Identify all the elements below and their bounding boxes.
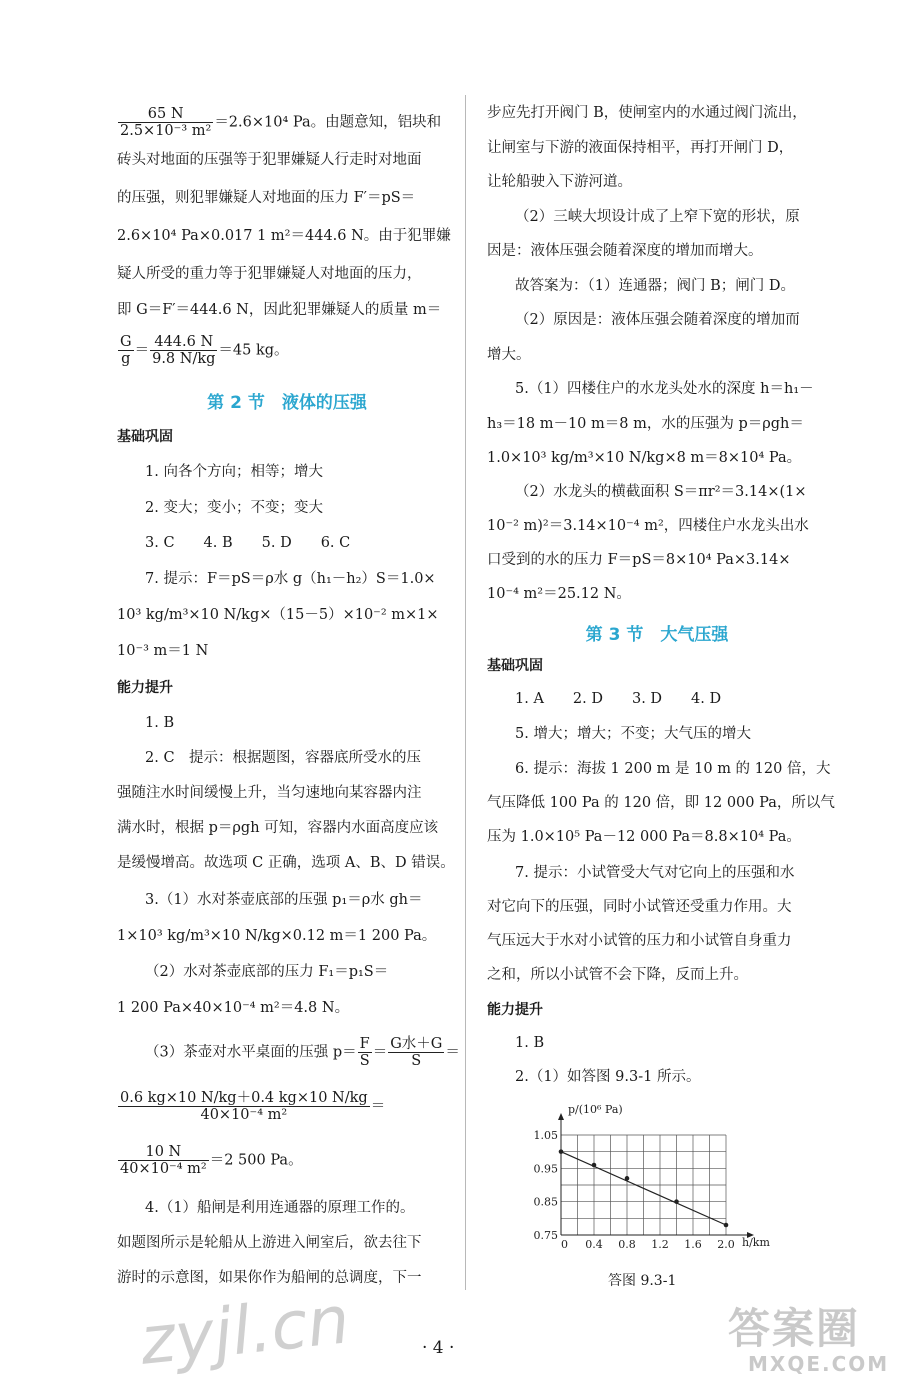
- text: （3）茶壶对水平桌面的压强 p＝: [145, 1044, 357, 1061]
- answer-5: 5. 增大；增大；不变；大气压的增大: [515, 726, 751, 742]
- fraction: [118, 334, 134, 367]
- right-line-15: 10⁻⁴ m²＝25.12 N。: [487, 586, 631, 602]
- answer-1: 1. 向各个方向；相等；增大: [145, 464, 323, 480]
- left-line-4: 2.6×10⁴ Pa×0.017 1 m²＝444.6 N。由于犯罪嫌: [117, 228, 451, 244]
- page-number: · 4 ·: [422, 1338, 455, 1358]
- fraction-denominator: 40×10⁻⁴ m²: [120, 1161, 207, 1177]
- watermark-daan: 答案圈: [728, 1304, 861, 1353]
- ability-3-line-6: $\frac{0.6 kg\times 10 N/kg+0.4 kg\times 10 N/kg}{\text{40×10⁻⁴ m²}}$ ＝: [120, 1090, 386, 1123]
- fraction-denominator: 40×10⁻⁴ m²: [200, 1107, 288, 1123]
- ability-2-line-4: 是缓慢增高。故选项 C 正确，选项 A、B、D 错误。: [117, 855, 455, 871]
- y-tick-label: 0.95: [533, 1162, 558, 1176]
- left-line-5: 疑人所受的重力等于犯罪嫌疑人对地面的压力，: [117, 266, 422, 282]
- y-tick-label: 1.05: [533, 1129, 558, 1142]
- x-tick-label: 2.0: [717, 1238, 735, 1251]
- fraction-numerator: F: [359, 1036, 370, 1052]
- watermark-mxqe: MXQE.COM: [748, 1352, 890, 1376]
- right-line-7: （2）原因是：液体压强会随着深度的增加而: [515, 312, 800, 328]
- fraction: [118, 106, 213, 139]
- ability-3-line-3: （2）水对茶壶底部的压力 F₁＝p₁S＝: [145, 964, 389, 980]
- data-point: [674, 1199, 679, 1204]
- watermark-zyjl: zyjl.cn: [136, 1281, 353, 1380]
- left-line-2: 砖头对地面的压强等于犯罪嫌疑人行走时对地面: [117, 152, 422, 168]
- right-line-14: 口受到的水的压力 F＝pS＝8×10⁴ Pa×3.14×: [487, 552, 791, 568]
- pressure-altitude-chart: [528, 1098, 778, 1258]
- ability-4-line-2: 如题图所示是轮船从上游进入闸室后，欲去往下: [117, 1235, 422, 1251]
- chart-grid: [561, 1135, 726, 1235]
- chart-tick-labels: [534, 1129, 735, 1251]
- column-divider: [465, 95, 466, 1290]
- x-tick-label: 0: [561, 1238, 568, 1251]
- section-3-title: 第 3 节 大气压强: [585, 625, 729, 645]
- right-line-6: 故答案为：（1）连通器；阀门 B；闸门 D。: [515, 278, 795, 294]
- text: ＝2 500 Pa。: [209, 1152, 303, 1169]
- ability-label: 能力提升: [487, 1002, 543, 1018]
- right-line-5: 因是：液体压强会随着深度的增加而增大。: [487, 243, 763, 259]
- text: ＝45 kg。: [218, 342, 289, 359]
- left-line-7: $\frac{G}{g}$ ＝ $\frac{444.6 N}{9.8 N/kg}$ ＝45 kg。: [120, 334, 289, 367]
- ability-2-line-1: 2. C 提示：根据题图，容器底所受水的压: [145, 750, 422, 766]
- basic-label: 基础巩固: [487, 658, 543, 674]
- fraction: [118, 1090, 370, 1123]
- x-tick-label: 0.8: [618, 1238, 636, 1251]
- basic-label: 基础巩固: [117, 429, 173, 445]
- right-line-12: （2）水龙头的横截面积 S＝πr²＝3.14×(1×: [515, 484, 807, 500]
- chart-ylabel: p/(10⁶ Pa): [568, 1103, 623, 1116]
- answer-6-line-3: 压为 1.0×10⁵ Pa－12 000 Pa＝8.8×10⁴ Pa。: [487, 829, 801, 845]
- ability-1: 1. B: [515, 1035, 545, 1051]
- ability-2: 2.（1）如答图 9.3-1 所示。: [515, 1069, 701, 1085]
- fraction-denominator: S: [411, 1053, 422, 1069]
- data-point: [559, 1149, 564, 1154]
- fraction-numerator: 10 N: [118, 1144, 209, 1161]
- fraction: [118, 1144, 209, 1177]
- left-line-6: 即 G＝F′＝444.6 N，因此犯罪嫌疑人的质量 m＝: [117, 302, 442, 318]
- x-tick-label: 0.4: [585, 1238, 603, 1251]
- data-point: [625, 1176, 630, 1181]
- answer-7-line-1: 7. 提示：F＝pS＝ρ水 g（h₁－h₂）S＝1.0×: [145, 571, 436, 587]
- answer-7-line-2: 10³ kg/m³×10 N/kg×（15－5）×10⁻² m×1×: [117, 607, 439, 623]
- x-tick-label: 1.6: [684, 1238, 702, 1251]
- x-tick-label: 1.2: [651, 1238, 669, 1251]
- fraction-numerator: 444.6 N: [150, 334, 217, 351]
- fraction: [358, 1036, 372, 1069]
- fraction-denominator: 2.5×10⁻³ m²: [120, 123, 212, 139]
- answer-2: 2. 变大；变小；不变；变大: [145, 500, 323, 516]
- text: ＝2.6×10⁴ Pa。由题意知，铝块和: [214, 114, 442, 131]
- fraction-numerator: G: [120, 334, 132, 350]
- y-axis-arrow: [558, 1113, 564, 1120]
- ability-label: 能力提升: [117, 680, 173, 696]
- chart-axes: [558, 1113, 754, 1238]
- ability-3-line-4: 1 200 Pa×40×10⁻⁴ m²＝4.8 N。: [117, 1000, 350, 1016]
- y-tick-label: 0.85: [533, 1195, 558, 1209]
- fraction-numerator: G水＋G: [390, 1036, 443, 1052]
- ability-2-line-3: 满水时，根据 p＝ρgh 可知，容器内水面高度应该: [117, 820, 439, 836]
- fraction-denominator: S: [359, 1053, 370, 1069]
- ability-4-line-1: 4.（1）船闸是利用连通器的原理工作的。: [145, 1200, 415, 1216]
- right-line-1: 步应先打开阀门 B，使闸室内的水通过阀门流出，: [487, 105, 807, 121]
- right-line-3: 让轮船驶入下游河道。: [487, 174, 632, 190]
- fraction-numerator: 65 N: [118, 106, 213, 123]
- answer-7-line-3: 气压远大于水对小试管的压力和小试管自身重力: [487, 933, 792, 949]
- ability-2-line-2: 强随注水时间缓慢上升，当匀速地向某容器内注: [117, 785, 422, 801]
- right-line-4: （2）三峡大坝设计成了上窄下宽的形状，原: [515, 209, 800, 225]
- answer-7-line-4: 之和，所以小试管不会下降，反而上升。: [487, 967, 748, 983]
- fraction-numerator: 0.6 kg×10 N/kg＋0.4 kg×10 N/kg: [120, 1090, 368, 1106]
- fraction-denominator: 9.8 N/kg: [152, 351, 216, 367]
- ability-3-line-2: 1×10³ kg/m³×10 N/kg×0.12 m＝1 200 Pa。: [117, 928, 437, 944]
- right-line-9: 5.（1）四楼住户的水龙头处水的深度 h＝h₁－: [515, 381, 814, 397]
- fraction: [150, 334, 217, 367]
- ability-4-line-3: 游时的示意图，如果你作为船闸的总调度，下一: [117, 1270, 422, 1286]
- fraction: [388, 1036, 444, 1069]
- right-line-10: h₃＝18 m－10 m＝8 m，水的压强为 p＝ρgh＝: [487, 416, 804, 432]
- data-point: [724, 1223, 729, 1228]
- right-line-2: 让闸室与下游的液面保持相平，再打开闸门 D，: [487, 140, 794, 156]
- section-2-title: 第 2 节 液体的压强: [207, 393, 367, 413]
- answer-7-line-3: 10⁻³ m＝1 N: [117, 643, 209, 659]
- answer-1-4: 1. A 2. D 3. D 4. D: [515, 691, 722, 707]
- right-line-13: 10⁻² m)²＝3.14×10⁻⁴ m²，四楼住户水龙头出水: [487, 518, 809, 534]
- left-line-3: 的压强，则犯罪嫌疑人对地面的压力 F′＝pS＝: [117, 190, 416, 206]
- answer-7-line-1: 7. 提示：小试管受大气对它向上的压强和水: [515, 865, 795, 881]
- answer-6-line-1: 6. 提示：海拔 1 200 m 是 10 m 的 120 倍，大: [515, 761, 831, 777]
- left-line-1: [117, 106, 441, 139]
- data-point: [592, 1163, 597, 1168]
- answer-7-line-2: 对它向下的压强，同时小试管还受重力作用。大: [487, 899, 792, 915]
- right-line-11: 1.0×10³ kg/m³×10 N/kg×8 m＝8×10⁴ Pa。: [487, 450, 802, 466]
- answer-3-6: 3. C 4. B 5. D 6. C: [145, 535, 351, 551]
- fraction-denominator: g: [121, 351, 131, 367]
- chart-xlabel: h/km: [742, 1236, 770, 1249]
- ability-1: 1. B: [145, 715, 175, 731]
- ability-3-line-5: （3）茶壶对水平桌面的压强 p＝ $\frac{F}{S}$ ＝ $\frac{\text{G水＋G}}{S}$ ＝: [145, 1036, 460, 1069]
- chart-caption: 答图 9.3-1: [608, 1273, 677, 1289]
- y-tick-label: 0.75: [533, 1229, 558, 1242]
- ability-3-line-7: [117, 1144, 303, 1177]
- answer-6-line-2: 气压降低 100 Pa 的 120 倍，即 12 000 Pa，所以气: [487, 795, 835, 811]
- right-line-8: 增大。: [487, 347, 531, 363]
- ability-3-line-1: 3.（1）水对茶壶底部的压强 p₁＝ρ水 gh＝: [145, 892, 423, 908]
